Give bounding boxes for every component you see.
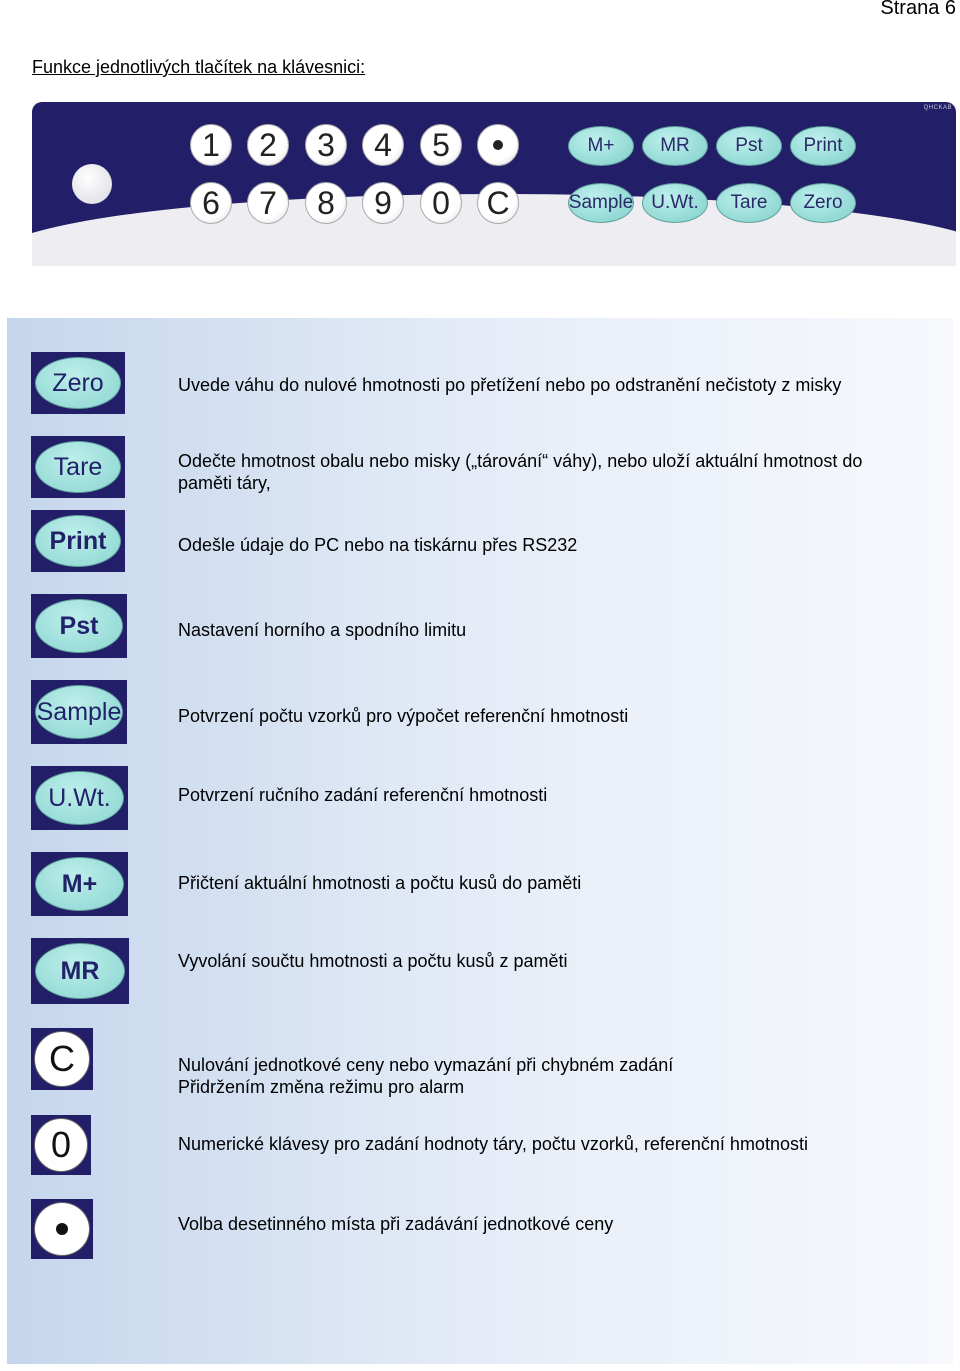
- key-5: 5: [420, 124, 462, 166]
- key-4: 4: [362, 124, 404, 166]
- c-key-description-line2: Přidržením změna režimu pro alarm: [178, 1077, 465, 1097]
- uwt-key-icon: U.Wt.: [31, 766, 128, 830]
- c-key-icon: C: [31, 1028, 93, 1090]
- section-title: Funkce jednotlivých tlačítek na klávesnici:: [32, 57, 366, 77]
- numeric-keys-description: Numerické klávesy pro zadání hodnoty táry, počtu vzorků, referenční hmotnosti: [178, 1134, 808, 1154]
- zero-key-icon: Zero: [31, 352, 125, 414]
- key-print: Print: [790, 126, 856, 166]
- mr-key-description: Vyvolání součtu hmotnosti a počtu kusů z paměti: [178, 951, 568, 971]
- uwt-key-description: Potvrzení ručního zadání referenční hmotnosti: [178, 785, 548, 805]
- key-pst: Pst: [716, 126, 782, 166]
- key-1: 1: [190, 124, 232, 166]
- key-8: 8: [305, 182, 347, 224]
- key-m-plus: M+: [568, 126, 634, 166]
- decimal-point-dot-icon: [493, 140, 503, 150]
- key-zero: Zero: [790, 183, 856, 223]
- pst-key-description: Nastavení horního a spodního limitu: [178, 620, 467, 640]
- decimal-point-key-icon: [31, 1199, 93, 1259]
- key-7: 7: [247, 182, 289, 224]
- decimal-point-key-description: Volba desetinného místa při zadávání jednotkové ceny: [178, 1214, 614, 1234]
- key-2: 2: [247, 124, 289, 166]
- key-9: 9: [362, 182, 404, 224]
- zero-numeric-key-icon: 0: [31, 1115, 91, 1175]
- sample-key-description: Potvrzení počtu vzorků pro výpočet referenční hmotnosti: [178, 706, 629, 726]
- sample-key-icon: Sample: [31, 680, 127, 744]
- tare-key-icon: Tare: [31, 436, 125, 498]
- decimal-point-dot-icon: [56, 1223, 68, 1235]
- key-3: 3: [305, 124, 347, 166]
- key-c: C: [477, 182, 519, 224]
- key-mr: MR: [642, 126, 708, 166]
- key-sample: Sample: [568, 183, 634, 223]
- keyboard-image: [32, 102, 956, 266]
- print-key-icon: Print: [31, 510, 125, 572]
- mr-key-icon: MR: [31, 938, 129, 1004]
- print-key-description: Odešle údaje do PC nebo na tiskárnu přes RS232: [178, 535, 578, 555]
- tare-key-description: Odečte hmotnost obalu nebo misky („tárování“ váhy), nebo uloží aktuální hmotnost do paměti táry,: [178, 451, 863, 493]
- zero-key-description: Uvede váhu do nulové hmotnosti po přetížení nebo po odstranění nečistoty z misky: [178, 375, 842, 395]
- pst-key-icon: Pst: [31, 594, 127, 658]
- key-tare: Tare: [716, 183, 782, 223]
- key-0: 0: [420, 182, 462, 224]
- m-plus-key-description: Přičtení aktuální hmotnosti a počtu kusů do paměti: [178, 873, 582, 893]
- page-number: Strana 6: [880, 0, 956, 19]
- key-uwt: U.Wt.: [642, 183, 708, 223]
- keyboard-indicator-light: [72, 164, 112, 204]
- keyboard-brand: QHCKAB: [923, 105, 952, 111]
- key-decimal-point: [477, 124, 519, 166]
- key-6: 6: [190, 182, 232, 224]
- m-plus-key-icon: M+: [31, 852, 128, 916]
- c-key-description-line1: Nulování jednotkové ceny nebo vymazání při chybném zadání: [178, 1055, 674, 1075]
